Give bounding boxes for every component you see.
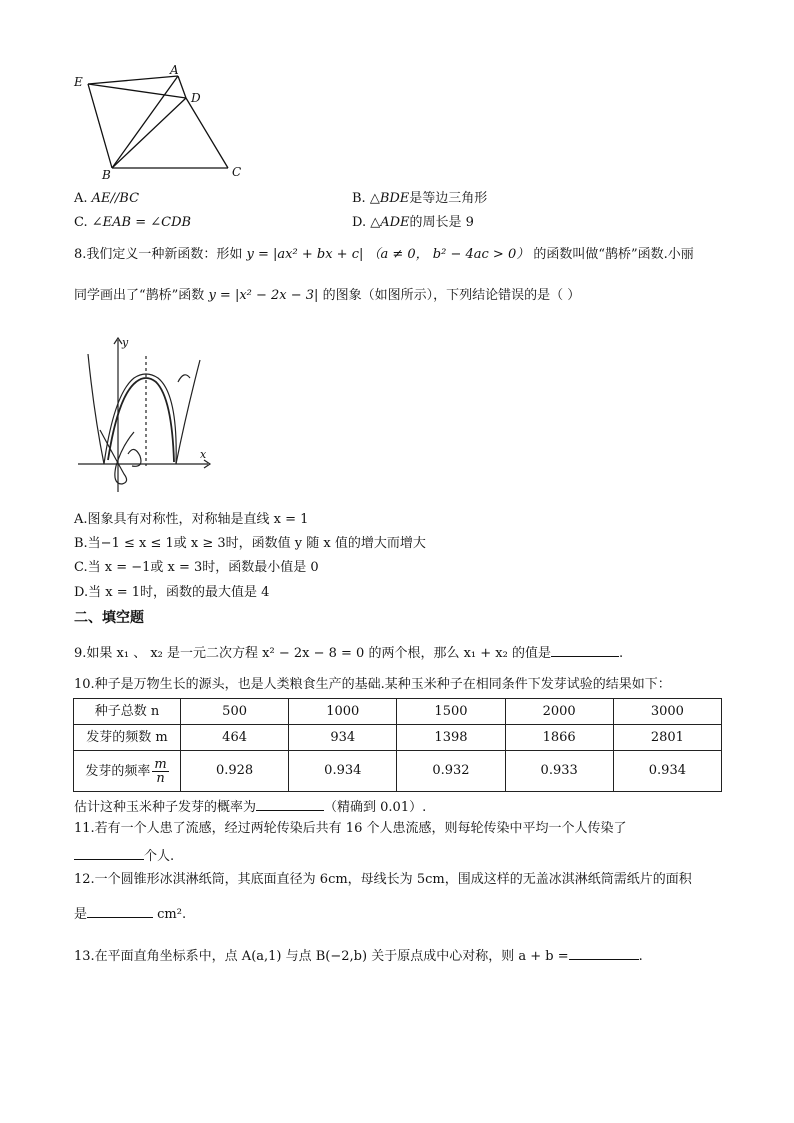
q7-option-d-expr: △ADE bbox=[370, 215, 410, 230]
q8-specific-formula: y = |x² − 2x − 3| bbox=[208, 288, 319, 303]
table-cell: 0.928 bbox=[181, 751, 289, 792]
q7-option-a-expr: AE//BC bbox=[91, 191, 140, 206]
segment-AD bbox=[178, 76, 186, 98]
row-header: 发芽的频数 m bbox=[74, 725, 181, 751]
table-cell: 1000 bbox=[289, 699, 397, 725]
q7-option-c: C. ∠EAB = ∠CDB bbox=[74, 215, 192, 230]
row-header: 发芽的频率 $\frac{m}{n}$ bbox=[74, 751, 181, 792]
q12-line-1: 12.一个圆锥形冰淇淋纸筒，其底面直径为 6cm，母线长为 5cm，围成这样的无盖冰淇淋纸筒需纸片的面积 bbox=[74, 872, 692, 887]
table-row bbox=[74, 725, 722, 751]
row-header: 种子总数 n bbox=[74, 699, 181, 725]
q8-line-2: 同学画出了“鹊桥”函数 y = |x² − 2x − 3| 的图象（如图所示），下列结论错误的是（ ） bbox=[74, 288, 581, 303]
table-cell: 0.933 bbox=[505, 751, 613, 792]
table-cell: 2801 bbox=[613, 725, 721, 751]
table-cell: 1866 bbox=[505, 725, 613, 751]
triangle-figure bbox=[70, 64, 270, 184]
segment-DB bbox=[112, 98, 186, 168]
graph-x-label: x bbox=[200, 448, 207, 461]
segment-DC bbox=[186, 98, 228, 168]
q12-line-2: 是 cm². bbox=[74, 903, 186, 924]
table-row bbox=[74, 751, 722, 792]
label-E: E bbox=[74, 75, 83, 89]
q11-answer-blank[interactable] bbox=[74, 845, 144, 860]
graph-y-label: y bbox=[122, 336, 129, 349]
q7-option-c-expr: ∠EAB = ∠CDB bbox=[91, 215, 192, 230]
table-cell: 2000 bbox=[505, 699, 613, 725]
segment-EB bbox=[88, 84, 112, 168]
q7-option-a: A. AE//BC bbox=[74, 191, 140, 206]
function-graph bbox=[74, 334, 214, 494]
table-cell: 464 bbox=[181, 725, 289, 751]
q8-option-a: A.图象具有对称性，对称轴是直线 x = 1 bbox=[74, 512, 309, 527]
q7-option-d: D. △ADE的周长是 9 bbox=[352, 215, 474, 230]
table-cell: 0.934 bbox=[613, 751, 721, 792]
segment-AB bbox=[112, 76, 178, 168]
label-D: D bbox=[191, 91, 201, 105]
q7-option-b: B. △BDE是等边三角形 bbox=[352, 191, 488, 206]
q11-line-2: 个人. bbox=[74, 845, 174, 866]
table-cell: 1398 bbox=[397, 725, 505, 751]
table-cell: 934 bbox=[289, 725, 397, 751]
table-cell: 1500 bbox=[397, 699, 505, 725]
label-B: B bbox=[102, 168, 111, 182]
q8-option-b: B.当−1 ≤ x ≤ 1或 x ≥ 3时，函数值 y 随 x 值的增大而增大 bbox=[74, 536, 426, 551]
section-title: 二、填空题 bbox=[74, 610, 144, 626]
graph-curve-left bbox=[88, 354, 104, 464]
q10-intro: 10.种子是万物生长的源头，也是人类粮食生产的基础.某种玉米种子在相同条件下发芽试验的结果如下： bbox=[74, 677, 671, 692]
q8-line-1: 8.我们定义一种新函数：形如 y = |ax² + bx + c| （a ≠ 0， b² − 4ac > 0） 的函数叫做“鹊桥”函数.小丽 bbox=[74, 247, 694, 262]
label-C: C bbox=[232, 165, 242, 179]
q7-option-b-expr: △BDE bbox=[369, 191, 410, 206]
q13: 13.在平面直角坐标系中，点 A(a,1) 与点 B(−2,b) 关于原点成中心对称，则 a + b = . bbox=[74, 945, 643, 966]
q13-answer-blank[interactable] bbox=[569, 945, 639, 960]
table-row bbox=[74, 699, 722, 725]
q8-general-formula: y = |ax² + bx + c| bbox=[246, 247, 364, 262]
graph-curve-hump bbox=[104, 374, 176, 464]
q9-answer-blank[interactable] bbox=[551, 642, 619, 657]
q10-after: 估计这种玉米种子发芽的概率为 （精确到 0.01）. bbox=[74, 796, 426, 817]
q8-option-c: C.当 x = −1或 x = 3时，函数最小值是 0 bbox=[74, 560, 319, 575]
q10-answer-blank[interactable] bbox=[256, 796, 324, 811]
q8-condition: （a ≠ 0， b² − 4ac > 0） bbox=[367, 247, 530, 262]
q12-answer-blank[interactable] bbox=[87, 903, 153, 918]
table-cell: 500 bbox=[181, 699, 289, 725]
table-cell: 0.932 bbox=[397, 751, 505, 792]
fraction-m-over-n: $\frac{m}{n}$ bbox=[154, 756, 167, 786]
label-A: A bbox=[170, 63, 179, 77]
q9: 9.如果 x₁ 、 x₂ 是一元二次方程 x² − 2x − 8 = 0 的两个根，那么 x₁ + x₂ 的值是 . bbox=[74, 642, 623, 663]
segment-EA bbox=[88, 76, 178, 84]
q11-line-1: 11.若有一个人患了流感，经过两轮传染后共有 16 个人患流感，则每轮传染中平均一个人传染了 bbox=[74, 821, 627, 836]
seed-germination-table bbox=[73, 698, 722, 792]
table-cell: 0.934 bbox=[289, 751, 397, 792]
q8-option-d: D.当 x = 1时，函数的最大值是 4 bbox=[74, 585, 270, 600]
graph-small-arc bbox=[178, 375, 190, 382]
table-cell: 3000 bbox=[613, 699, 721, 725]
